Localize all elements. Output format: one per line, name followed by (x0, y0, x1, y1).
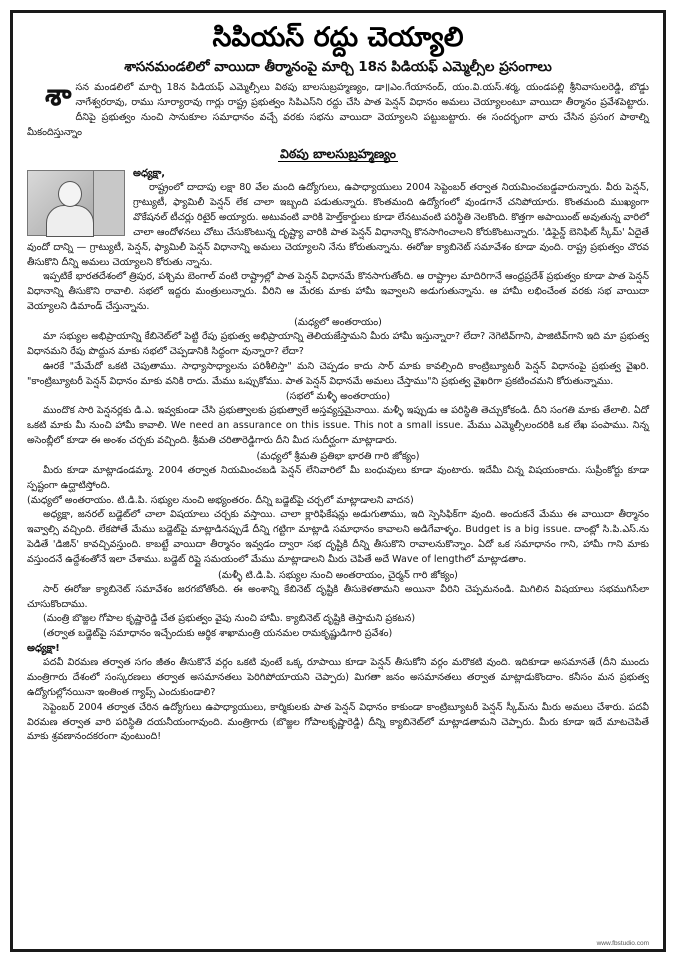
intro-text: సన మండలిలో మార్చి 18న పిడియఫ్ ఎమ్మెల్సీలు విఠపు బాలసుబ్రహ్మణ్యం, డా॥ఎం.గేయానంద్, యం.వి.యస్.శర్మ, యండపల్లి శ్రీనివాసులరెడ్డి, బొడ్డు నాగేశ్వరరావు, రాము సూర్యారావు గార్లు రాష్ట్ర ప్రభుత్వం సిపిఎస్‌ని రద్దు చేసి పాత పెన్షన్ విధానం అమలు చెయ్యాలంటూ వాయిదా తీర్మానం ప్రవేశపెట్టారు. దీనిపై ప్రభుత్వం నుంచి సానుకూల సమాధానం వచ్చే వరకు సభను వాయిదా వెయ్యాలని పట్టుబట్టారు. ఈ సందర్భంగా వారు చేసిన ప్రసంగ పాఠాల్ని మీకందిస్తున్నాం (27, 82, 649, 138)
body-paragraph: సెప్టెంబర్ 2004 తర్వాత చేరిన ఉద్యోగులు ఉపాధ్యాయులు, కార్మికులకు పాత పెన్షన్ విధానం కాకుండా కాంట్రిబ్యూటరీ పెన్షన్ స్కీమ్‌ను మీరు అమలు చేశారు. పదవీ విరమణ తర్వాత వారి పరిస్థితి దయనీయంగావుంది. మంత్రిగారు (బొజ్జల గోపాలకృష్ణారెడ్డి) దీన్ని క్యాబినెట్‌లో మాట్లాడతామని చెప్పారు. మీరు కూడా ఇదే మాటచెపితే మాకు శ్రవణానందకరంగా వుంటుంది! (27, 701, 649, 743)
article-page (10, 10, 666, 952)
speaker-heading (27, 143, 649, 165)
body-paragraph: మీరు కూడా మాట్లాడండమ్మా. 2004 తర్వాత నియమించబడి పెన్షన్ లేనివారిలో మీ బంధువులు కూడా వుంటారు. ఇదేమీ చిన్న విషయంకాదు. సుప్రీంకోర్టు కూడా స్పష్టంగా ఉద్ఘాటిస్తోంది. (27, 464, 649, 491)
interruption-note: (మధ్యలో శ్రీమతి ప్రతిభా భారతి గారి జోక్యం) (256, 450, 420, 462)
body-paragraph: మా సభ్యుల అభిప్రాయాన్ని కేబినెట్‌లో పెట్టి రేపు ప్రభుత్వ అభిప్రాయాన్ని తెలియజేస్తామని మీరు హామీ ఇస్తున్నారా? లేదా? నెగెటివ్‌గాని, పాజిటివ్‌గాని ఇది మా ప్రభుత్వ విధానమని రేపు పొద్దున మాకు సభలో చెప్పడానికి సిద్ధంగా వున్నారా? లేదా? (27, 330, 649, 357)
aside-note: (మంత్రి బొజ్జల గోపాల కృష్ణారెడ్డి చేత ప్రభుత్వం వైపు నుంచి హామీ. క్యాబినెట్ దృష్టికి తెస్తామని ప్రకటన) (43, 613, 416, 625)
photo-banner (93, 171, 124, 235)
aside-note: (తర్వాత బడ్జెట్‌పై సమాధానం ఇచ్చేందుకు ఆర్థిక శాఖామంత్రి యనమల రామకృష్ణుడిగారి ప్రవేశం) (43, 628, 393, 640)
speaker-name: విఠపు బాలసుబ్రహ్మణ్యం (279, 146, 397, 162)
drop-cap: శా (45, 78, 72, 113)
interruption-note: (సభలో మళ్ళీ అంతరాయం) (285, 391, 391, 403)
interruption-note: (మళ్ళీ టి.డి.పి. సభ్యుల నుంచి అంతరాయం, చైర్మన్ గారి జోక్యం) (218, 569, 458, 581)
intro-paragraph (27, 78, 649, 140)
salutation: అధ్యక్షా! (27, 643, 60, 655)
body-paragraph: ఇప్పటికే భారతదేశంలో త్రిపుర, పశ్చిమ బెంగాల్ వంటి రాష్ట్రాల్లో పాత పెన్షన్ విధానమే కొనసాగుతోంది. ఆ రాష్ట్రాల మాదిరిగానే ఆంధ్రప్రదేశ్ ప్రభుత్వం కూడా పాత పెన్షన్ విధానాన్ని తీసుకొని రావాలి. సభలో ఇద్దరు మంత్రులున్నారు. వీరిని ఆ మేరకు మాకు హామీ ఇవ్వాలని అడుగుతున్నాను. ఆ హామీ లభించేంత వరకు సభ వాయిదా వెయ్యాలని డిమాండ్ చేస్తున్నాను. (27, 271, 649, 313)
photo-figure-body (46, 205, 94, 237)
body-paragraph: అధ్యక్షా, జనరల్ బడ్జెట్‌లో చాలా విషయాలు చర్చకు వస్తాయి. చాలా క్లారిఫికేషన్లు అడుగుతాము, ఇది స్పెసిఫిక్‌గా వుంది. అందుకనే మేము ఈ వాయిదా తీర్మానం ఇవ్వాల్సి వచ్చింది. లేకపోతే మేము బడ్జెట్‌పై మాట్లాడినప్పుడే దీన్ని గట్టిగా మాట్లాడి సమాధానం కావాలని అడిగేవాళ్ళం. Budget is a big issue. దాంట్లో సి.పి.ఎస్.ను పెడితే 'డిజిన్' కావచ్చివస్తుంది. కాబట్టే వాయిదా తీర్మానం ఇవ్వడం ద్వారా సభ దృష్టికి దీన్ని తీసుకొని రావాలనుకొన్నాం. ఏదో ఒక సమాధానం గాని, హామీ గాని మాకు వస్తుందనే ఉద్దేశంతోనే ఇలా చేశాము. బడ్జెట్ రిప్లై సమయంలో మేము మాట్లాడాలని మీరు చెపితే అదే Wave of lengthలో మాట్లాడతాం. (27, 509, 650, 565)
body-paragraph: ఊరకే "మేమేదో ఒకటి చెపుతాము. సాధ్యాసాధ్యాలను పరిశీలిస్తా" మని చెప్పడం కాదు సార్ మాకు కావల్సింది కాంట్రిబ్యూటరీ పెన్షన్ విధానంపై ప్రభుత్వ వైఖరి. "కాంట్రిబ్యూటరీ పెన్షన్ విధానం మాకు వనికి రాదు. మేము ఒప్పుకోము. పాత పెన్షన్ విధానమే అమలు చేస్తాము"ని ప్రభుత్వ వైఖరిగా ప్రకటించమని కోరుతున్నాము. (27, 360, 649, 387)
article-title: సిపియస్ రద్దు చెయ్యాలి (212, 22, 464, 53)
speaker-photo (27, 170, 125, 236)
body-paragraph: ముందొక సారి పెన్షనర్లకు డి.ఎ. ఇవ్వకుండా చేసి ప్రభుత్వాలకు ప్రభుత్వాలే అస్తవ్యస్తమైనాయి. మళ్ళీ ఇప్పుడు ఆ పరిస్థితి తెచ్చుకోకండి. దీని సంగతి మాకు తేలాలి. ఏదో ఒకటి మాకు మీ నుంచి హామీ కావాలి. We need an assurance on this issue. This not a small issue. మేము ఎమ్మెల్సీలందరికి ఒక లేఖ పంపాము. నిన్న అసెంబ్లీలో కూడా ఈ అంశం చర్చకు వచ్చింది. శ్రీమతి చరితారెడ్డిగారు దీని మీద సుదీర్ఘంగా మాట్లాడారు. (27, 405, 649, 447)
salutation: అధ్యక్షా, (133, 168, 166, 180)
body-paragraph: రాష్ట్రంలో దాదాపు లక్షా 80 వేల మంది ఉద్యోగులు, ఉపాధ్యాయులు 2004 సెప్టెంబర్ తర్వాత నియమించబడ్డవారున్నారు. వీరు పెన్షన్, గ్రాట్యుటీ, ఫ్యామిలీ పెన్షన్ లేక చాలా ఇబ్బంది పడుతున్నారు. కొంతమంది ఉద్యోగంలో వుండగానే చనిపోయారు. కొంతమంది ముఖ్యంగా వొకేషనల్ టీచర్లు రిటైర్ అయ్యారు. అటువంటి వారికి హెల్త్‌కార్డులు కూడా లేనటువంటి పరిస్థితి నెలకొంది. కొత్తగా అపాయింట్ అవుతున్న వారిలో చాలా ఆందోళనలు చోటు చేసుకొంటున్న దృష్ట్యా వారికి పాత పెన్షన్ విధానాన్ని కొనసాగించాలని కోరుకొంటున్నారు. 'డిఫైన్డ్ బెనిఫిట్ స్కీమ్' ఏదైతే వుందో దాన్ని — గ్రాట్యుటీ, పెన్షన్, ఫ్యామిలీ పెన్షన్ విధానాన్ని అమలు చెయ్యాలని నేను కోరుతున్నాను. ఈరోజు క్యాబినెట్ సమావేశం కూడా వుంది. రాష్ట్ర ప్రభుత్వం చొరవ తీసుకొని దీన్ని అమలు చెయ్యాలని కోరుతు న్నాను. (27, 182, 649, 268)
article-subtitle: శాసనమండలిలో వాయిదా తీర్మానంపై మార్చి 18న పిడియఫ్ ఎమ్మెల్సీల ప్రసంగాలు (124, 59, 552, 75)
aside-note: (మధ్యలో అంతరాయం. టి.డి.పి. సభ్యుల నుంచి అభ్యంతరం. దీన్ని బడ్జెట్‌పై చర్చలో మాట్లాడాలని వాదన) (27, 494, 414, 506)
body-paragraph: పదవీ విరమణ తర్వాత సగం జీతం తీసుకొనే వర్గం ఒకటి వుంటే ఒక్క రూపాయి కూడా పెన్షన్ తీసుకోని వర్గం మరొకటి వుంది. ఇదికూడా అసమానతే (దీని ముందు మంత్రిగారు దేశంలో సంస్కరణలు తర్వాత అసమానతలు పెరిగిపోయాయని చెప్పారు) మిగతా జనం అసమానతలు తర్వాత మాట్లాడుకొందాం. కనీసం మన ప్రభుత్వ ఉద్యోగుల్లోనయినా ఇంతింత గ్యాప్స్ ఎందుకుండాలి? (27, 657, 649, 698)
body-paragraph: సార్ ఈరోజు క్యాబినెట్ సమావేశం జరగబోతోంది. ఈ అంశాన్ని కేబినెట్ దృష్టికి తీసుకెళతామని అయినా వీరిని చెప్పమనండి. మిగిలిన విషయాలు సభముగిసేలా చూసుకొందాము. (27, 583, 649, 610)
interruption-note: (మధ్యలో అంతరాయం) (294, 316, 382, 328)
photo-figure-head (58, 181, 82, 207)
watermark: www.fbstudio.com (596, 940, 649, 947)
